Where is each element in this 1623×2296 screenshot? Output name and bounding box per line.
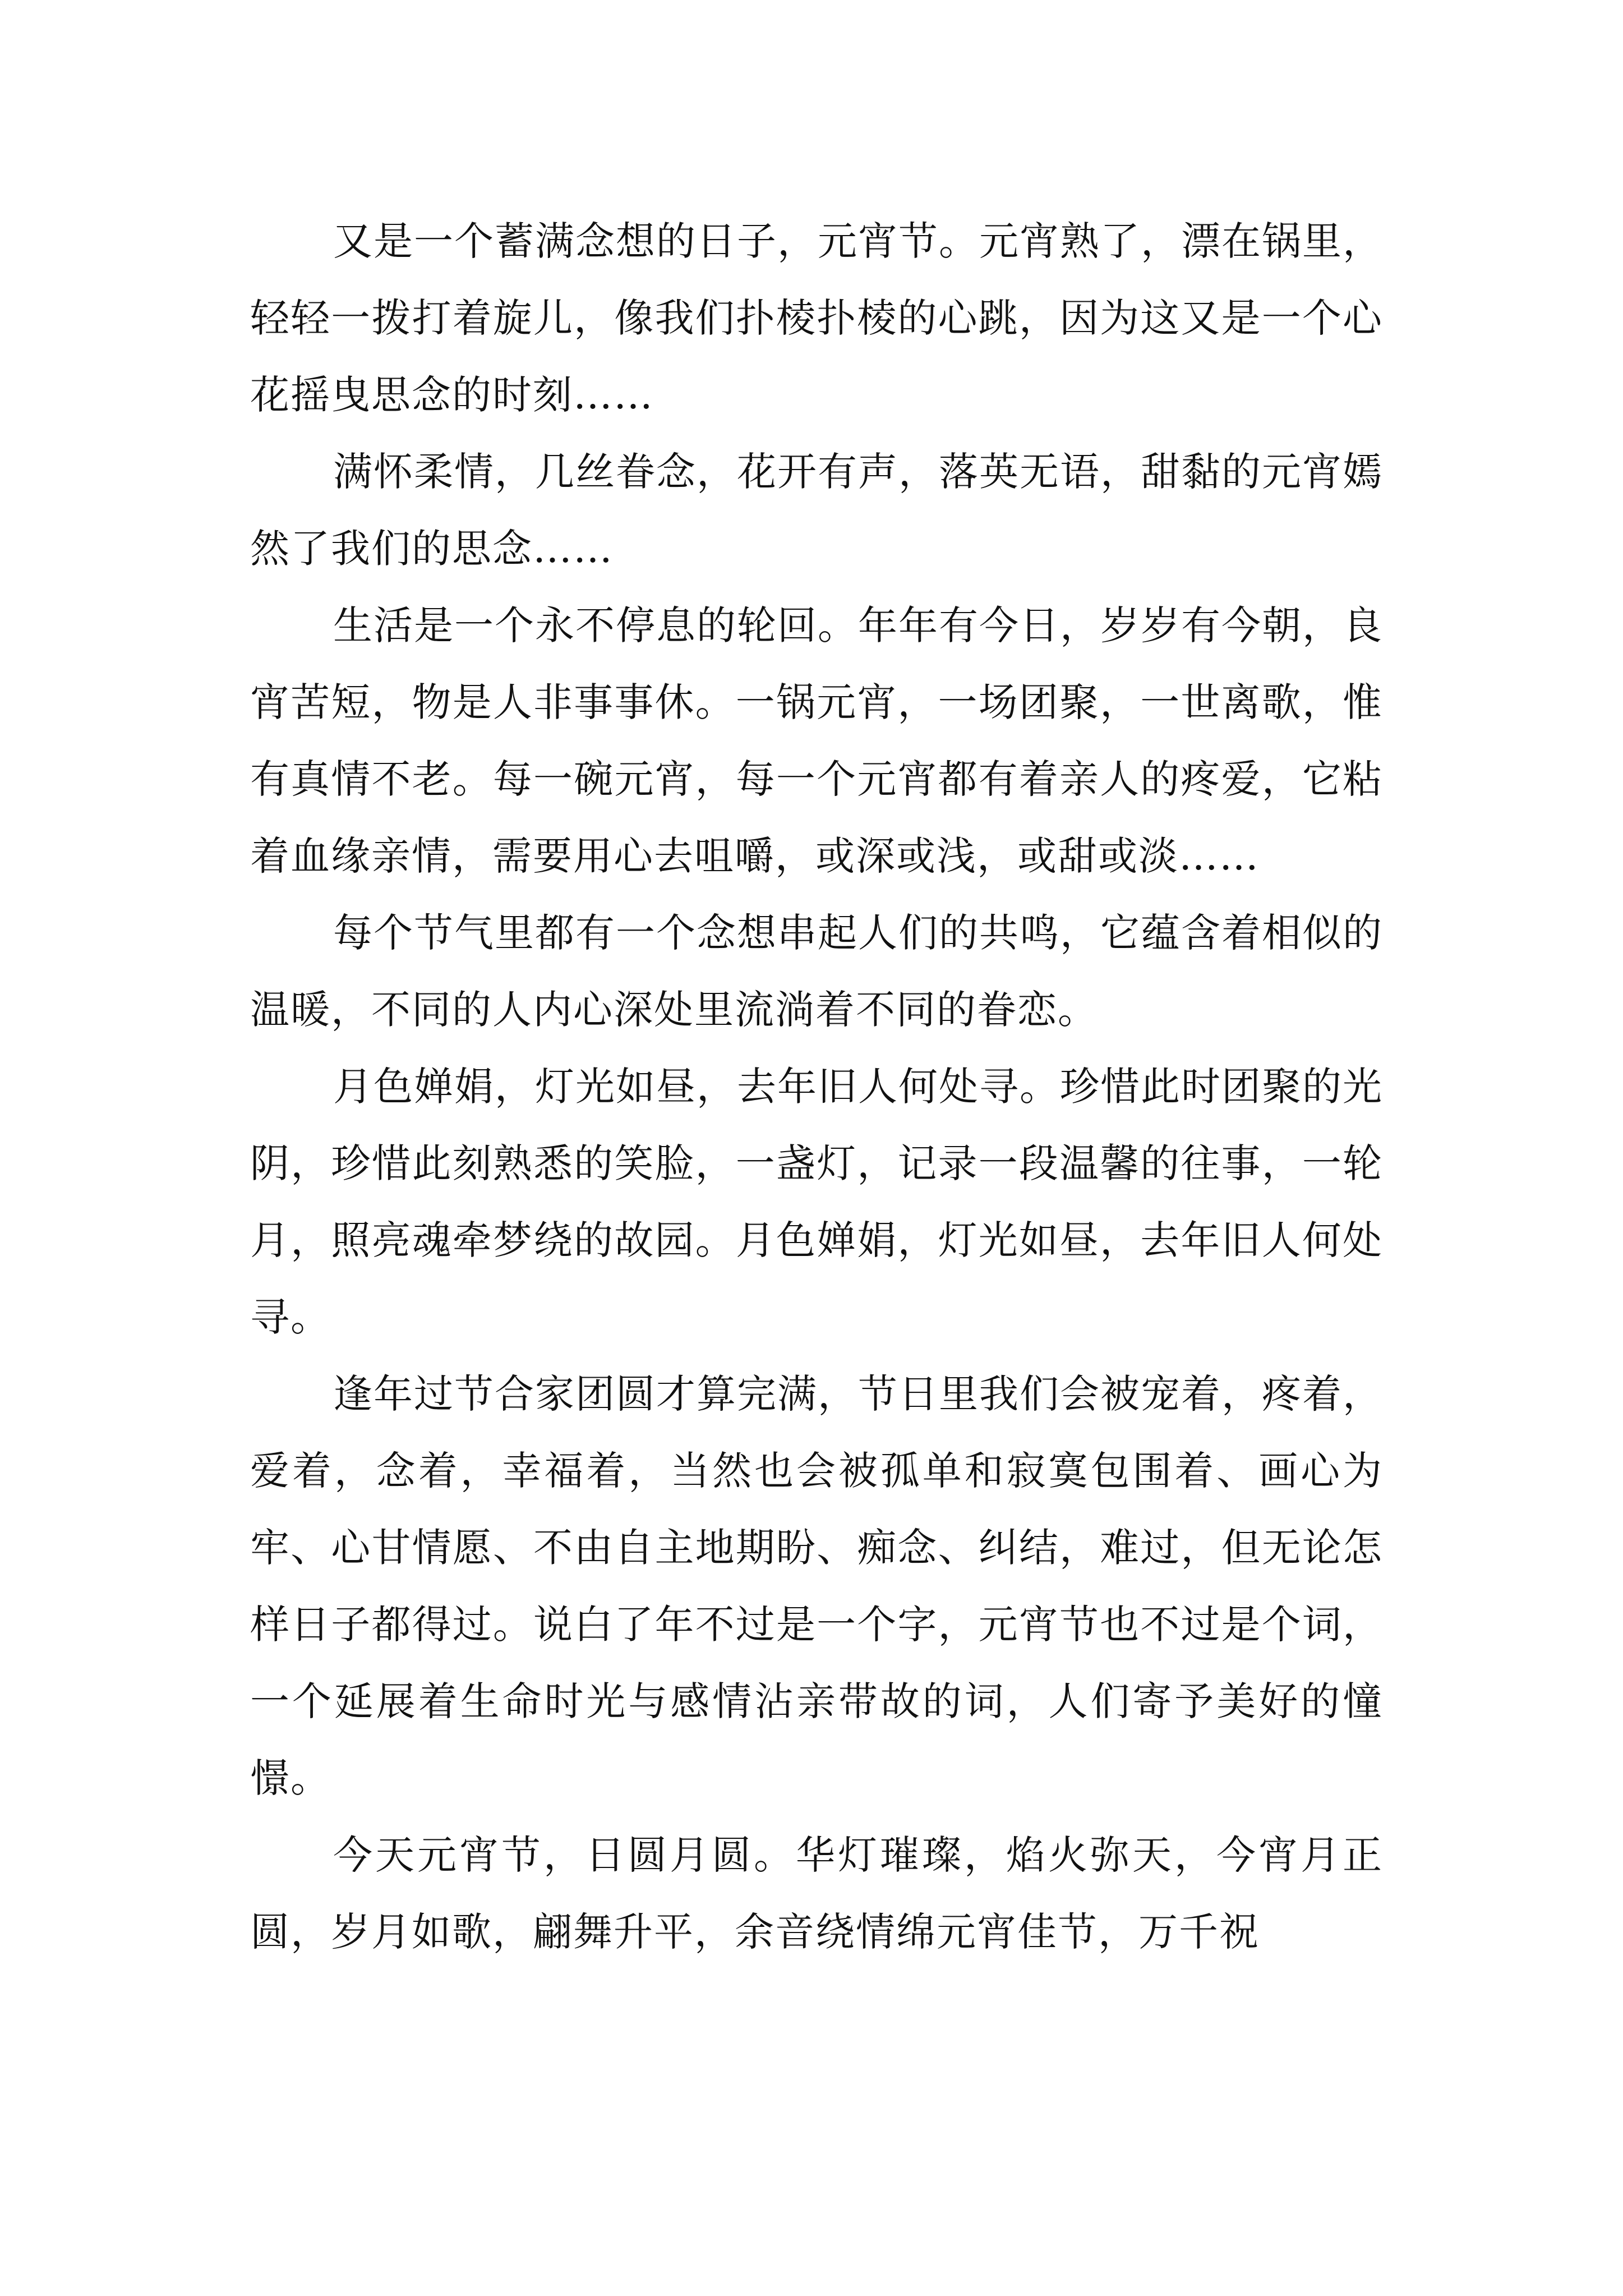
paragraph-6: 逢年过节合家团圆才算完满，节日里我们会被宠着，疼着，爱着，念着，幸福着，当然也会被孤单和寂寞包围着、画心为牢、心甘情愿、不由自主地期盼、痴念、纠结，难过，但无论怎样日子都得过。说白了年不过是一个字，元宵节也不过是个词，一个延展着生命时光与感情沾亲带故的词，人们寄予美好的憧憬。	[250, 1371, 1383, 1801]
paragraph-1: 又是一个蓄满念想的日子，元宵节。元宵熟了，漂在锅里，轻轻一拨打着旋儿，像我们扑棱扑棱的心跳，因为这又是一个心花摇曳思念的时刻……	[250, 218, 1383, 418]
document-body	[250, 203, 1383, 1971]
paragraph-2: 满怀柔情，几丝眷念，花开有声，落英无语，甜黏的元宵嫣然了我们的思念……	[250, 449, 1383, 572]
paragraph-7: 今天元宵节，日圆月圆。华灯璀璨，焰火弥天，今宵月正圆，岁月如歌，翩舞升平，余音绕情绵元宵佳节，万千祝	[250, 1832, 1383, 1955]
paragraph-3: 生活是一个永不停息的轮回。年年有今日，岁岁有今朝，良宵苦短，物是人非事事休。一锅元宵，一场团聚，一世离歌，惟有真情不老。每一碗元宵，每一个元宵都有着亲人的疼爱，它粘着血缘亲情，需要用心去咀嚼，或深或浅，或甜或淡……	[250, 602, 1383, 879]
paragraph-5: 月色婵娟，灯光如昼，去年旧人何处寻。珍惜此时团聚的光阴，珍惜此刻熟悉的笑脸，一盏灯，记录一段温馨的往事，一轮月，照亮魂牵梦绕的故园。月色婵娟，灯光如昼，去年旧人何处寻。	[250, 1064, 1383, 1340]
paragraph-4: 每个节气里都有一个念想串起人们的共鸣，它蕴含着相似的温暖，不同的人内心深处里流淌着不同的眷恋。	[250, 910, 1383, 1033]
